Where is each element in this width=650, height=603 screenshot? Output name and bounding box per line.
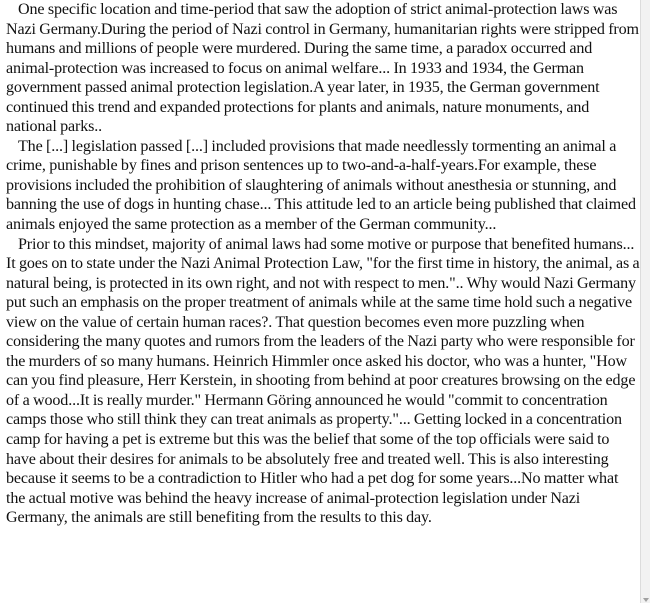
paragraph-nazi-germany-intro: One specific location and time-period that saw the adoption of strict animal-protection laws was Nazi Germany.During the period of Nazi control in Germany, humanitarian rights were stripped from humans and millions of people were murdered. During the same time, a paradox occurred and animal-protection was increased to focus on animal welfare... In 1933 and 1934, the German government passed animal protection legislation.A year later, in 1935, the German government continued this trend and expanded protections for plants and animals, nature monuments, and national parks.. (6, 1, 639, 136)
paragraph-legislation-provisions: The [...] legislation passed [...] included provisions that made needlessly tormenting an animal a crime, punishable by fines and prison sentences up to two-and-a-half-years.For example, these provisions included the prohibition of slaughtering of animals without anesthesia or stunning, and banning the use of dogs in hunting chase... This attitude led to an article being published that claimed animals enjoyed the same protection as a member of the German community... (6, 137, 636, 234)
paragraph-animal-protection-law: Prior to this mindset, majority of animal laws had some motive or purpose that benefited humans... It goes on to state under the Nazi Animal Protection Law, "for the first time in history, the animal, as a natural being, is protected in its own right, and not with respect to men.".. Why would Nazi Germany put such an emphasis on the proper treatment of animals while at the same time hold such a negative view on the value of certain human races?. That question becomes even more puzzling when considering the many quotes and rumors from the leaders of the Nazi party who were responsible for the murders of so many humans. Heinrich Himmler once asked his doctor, who was a hunter, "How can you find pleasure, Herr Kerstein, in shooting from behind at poor creatures browsing on the edge of a wood...It is really murder." Hermann Göring announced he would "commit to concentration camps those who still think they can treat animals as property."... Getting locked in a concentration camp for having a pet is extreme but this was the belief that some of the top officials were said to have about their desires for animals to be absolutely free and treated well. This is also interesting because it seems to be a contradiction to Hitler who had a pet dog for some years...No matter what the actual motive was behind the heavy increase of animal-protection legislation under Nazi Germany, the animals are still benefiting from the results to this day. (6, 235, 640, 527)
vertical-scrollbar[interactable] (640, 0, 650, 603)
scroll-down-arrow-icon[interactable] (643, 598, 649, 602)
